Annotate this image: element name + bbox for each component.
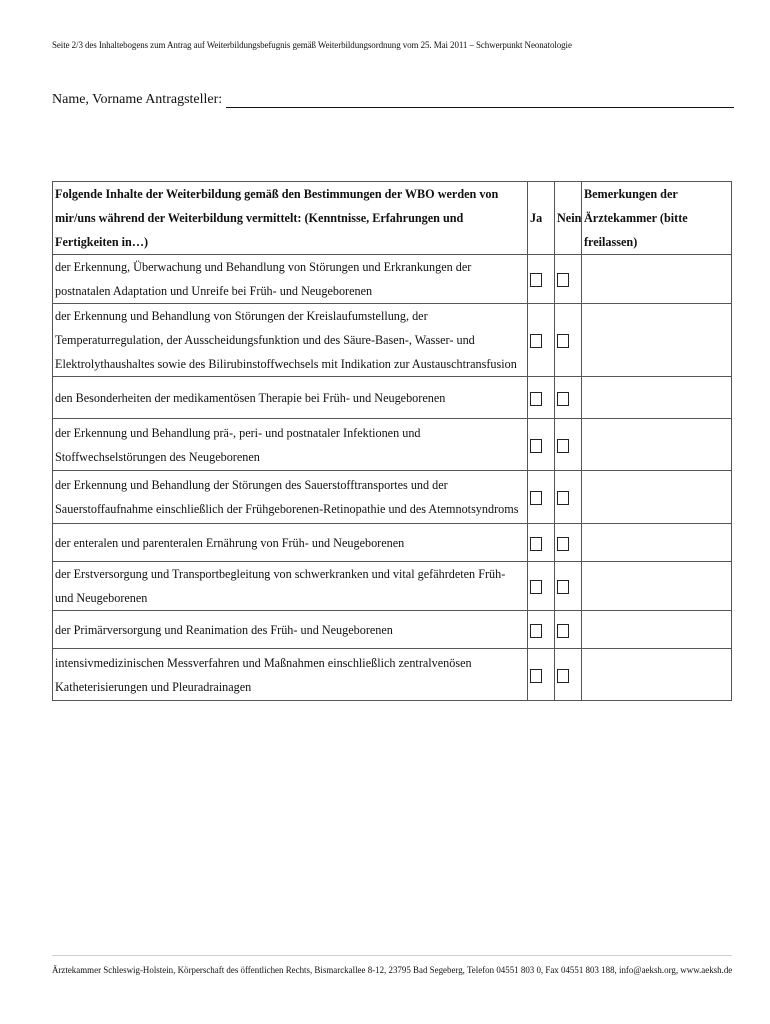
applicant-name-label: Name, Vorname Antragsteller:: [52, 92, 223, 107]
remarks-cell: [582, 255, 732, 304]
table-row: [53, 377, 732, 419]
remarks-cell: [582, 304, 732, 377]
row-text: der Erkennung und Behandlung prä-, peri- und postnataler Infektionen und Stoffwechselstörungen des Neugeborenen: [53, 419, 528, 471]
table-row: [53, 562, 732, 611]
remarks-cell: [582, 649, 732, 701]
remarks-cell: [582, 562, 732, 611]
row-text: den Besonderheiten der medikamentösen Therapie bei Früh- und Neugeborenen: [53, 377, 528, 419]
page-header: Seite 2/3 des Inhaltebogens zum Antrag auf Weiterbildungsbefugnis gemäß Weiterbildungsordnung vom 25. Mai 2011 – Schwerpunkt Neonatologie: [52, 40, 572, 50]
ja-checkbox[interactable]: [530, 669, 542, 683]
page-footer: Ärztekammer Schleswig-Holstein, Körperschaft des öffentlichen Rechts, Bismarckallee 8-12, 23795 Bad Segeberg, Telefon 04551 803 0, Fax 04551 803 188, info@aeksh.org, www.aeksh.de: [52, 965, 733, 975]
nein-checkbox[interactable]: [557, 580, 569, 594]
remarks-cell: [582, 419, 732, 471]
table-row: [53, 255, 732, 304]
row-text: der Erkennung und Behandlung von Störungen der Kreislaufumstellung, der Temperaturregulation, der Ausscheidungsfunktion und des Säure-Basen-, Wasser- und Elektrolythaushaltes sowie des Bilirubinstoffwechsels mit Indikation zur Austauschtransfusion: [53, 304, 528, 377]
nein-checkbox[interactable]: [557, 439, 569, 453]
ja-checkbox[interactable]: [530, 580, 542, 594]
ja-checkbox[interactable]: [530, 273, 542, 287]
remarks-cell: [582, 611, 732, 649]
content-table: [52, 181, 732, 701]
remarks-cell: [582, 524, 732, 562]
row-text: der Primärversorgung und Reanimation des Früh- und Neugeborenen: [53, 611, 528, 649]
nein-checkbox[interactable]: [557, 273, 569, 287]
ja-checkbox[interactable]: [530, 334, 542, 348]
table-row: [53, 419, 732, 471]
header-nein: Nein: [555, 182, 582, 255]
nein-checkbox[interactable]: [557, 537, 569, 551]
header-ja: Ja: [528, 182, 555, 255]
header-remarks: Bemerkungen der Ärztekammer (bitte freilassen): [582, 182, 732, 255]
ja-checkbox[interactable]: [530, 624, 542, 638]
applicant-name-field[interactable]: [226, 93, 734, 108]
row-text: der Erstversorgung und Transportbegleitung von schwerkranken und vital gefährdeten Früh- und Neugeborenen: [53, 562, 528, 611]
row-text: der Erkennung, Überwachung und Behandlung von Störungen und Erkrankungen der postnatalen Adaptation und Unreife bei Früh- und Neugeborenen: [53, 255, 528, 304]
row-text: intensivmedizinischen Messverfahren und Maßnahmen einschließlich zentralvenösen Katheterisierungen und Pleuradrainagen: [53, 649, 528, 701]
ja-checkbox[interactable]: [530, 537, 542, 551]
remarks-cell: [582, 377, 732, 419]
nein-checkbox[interactable]: [557, 491, 569, 505]
table-row: [53, 649, 732, 701]
table-row: [53, 611, 732, 649]
nein-checkbox[interactable]: [557, 392, 569, 406]
ja-checkbox[interactable]: [530, 491, 542, 505]
footer-divider: [52, 955, 732, 956]
row-text: der Erkennung und Behandlung der Störungen des Sauerstofftransportes und der Sauerstoffaufnahme einschließlich der Frühgeborenen-Retinopathie und des Atemnotsyndroms: [53, 471, 528, 524]
nein-checkbox[interactable]: [557, 669, 569, 683]
table-row: [53, 471, 732, 524]
nein-checkbox[interactable]: [557, 334, 569, 348]
applicant-name-line: [52, 92, 734, 108]
table-header-row: [53, 182, 732, 255]
remarks-cell: [582, 471, 732, 524]
table-row: [53, 524, 732, 562]
ja-checkbox[interactable]: [530, 392, 542, 406]
row-text: der enteralen und parenteralen Ernährung von Früh- und Neugeborenen: [53, 524, 528, 562]
nein-checkbox[interactable]: [557, 624, 569, 638]
header-content-description: Folgende Inhalte der Weiterbildung gemäß den Bestimmungen der WBO werden von mir/uns während der Weiterbildung vermittelt: (Kenntnisse, Erfahrungen und Fertigkeiten in…): [53, 182, 528, 255]
ja-checkbox[interactable]: [530, 439, 542, 453]
table-row: [53, 304, 732, 377]
